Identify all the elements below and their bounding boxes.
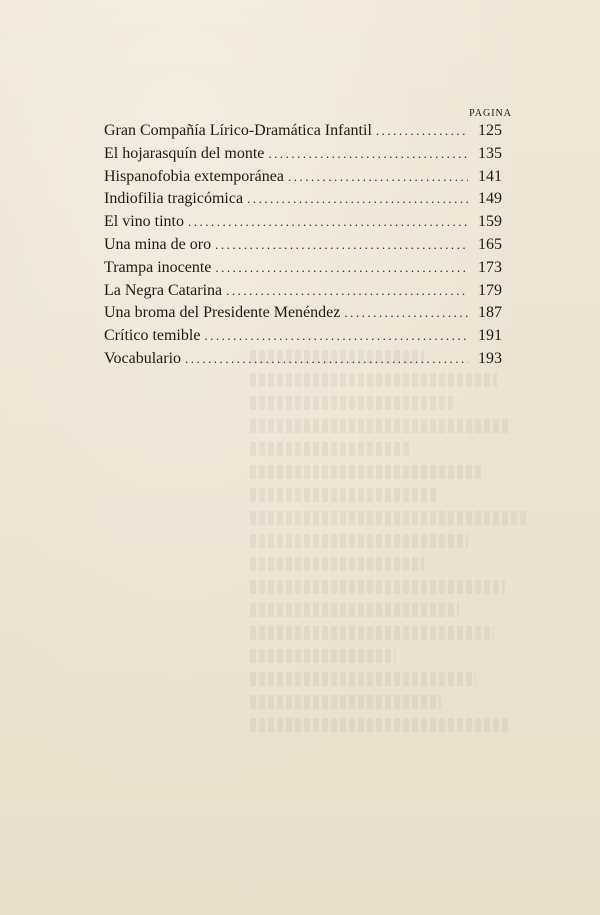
dot-leader [204, 325, 468, 348]
toc-entry-page: 173 [478, 258, 502, 276]
dot-leader [376, 120, 468, 143]
dot-leader [215, 234, 468, 257]
dot-leader [188, 211, 468, 234]
dot-leader [268, 143, 468, 166]
toc-entry-title: Trampa inocente [104, 258, 212, 276]
toc-entry-title: Crítico temible [104, 327, 201, 345]
toc-entry [104, 188, 502, 211]
toc-entry-title: La Negra Catarina [104, 281, 223, 299]
dot-leader [226, 280, 468, 303]
toc-entry-title: El hojarasquín del monte [104, 144, 265, 162]
dot-leader [288, 166, 468, 189]
toc-entry-page: 187 [478, 304, 502, 322]
toc-entry-page: 135 [478, 144, 502, 162]
toc-entry-title: Indiofilia tragicómica [104, 190, 244, 208]
toc-entry [104, 302, 502, 325]
toc-entry-title: Vocabulario [104, 349, 182, 367]
toc-entry [104, 234, 502, 257]
toc-entry [104, 257, 502, 280]
toc-entry-title: Una mina de oro [104, 235, 212, 253]
show-through-text [250, 350, 540, 760]
toc-entry-title: Hispanofobia extemporánea [104, 167, 284, 185]
toc-entry-page: 149 [478, 190, 502, 208]
page-column-heading: PAGINA [469, 108, 512, 119]
dot-leader [344, 302, 468, 325]
toc-entry-page: 165 [478, 235, 502, 253]
toc-entry-page: 193 [478, 349, 502, 367]
dot-leader [215, 257, 468, 280]
toc-entry-page: 141 [478, 167, 502, 185]
toc-entry [104, 166, 502, 189]
toc-entry [104, 348, 502, 371]
toc-entry [104, 325, 502, 348]
toc-entry [104, 120, 502, 143]
toc-entry-title: El vino tinto [104, 213, 184, 231]
toc-entry [104, 280, 502, 303]
toc-entry-page: 179 [478, 281, 502, 299]
table-of-contents [104, 120, 502, 371]
dot-leader [247, 188, 468, 211]
toc-entry-page: 191 [478, 327, 502, 345]
toc-entry-title: Una broma del Presidente Menéndez [104, 304, 341, 322]
dot-leader [185, 348, 468, 371]
toc-entry-page: 159 [478, 213, 502, 231]
toc-entry-page: 125 [478, 122, 502, 139]
toc-entry [104, 211, 502, 234]
toc-entry [104, 143, 502, 166]
toc-entry-title: Gran Compañía Lírico-Dramática Infantil [104, 122, 372, 139]
